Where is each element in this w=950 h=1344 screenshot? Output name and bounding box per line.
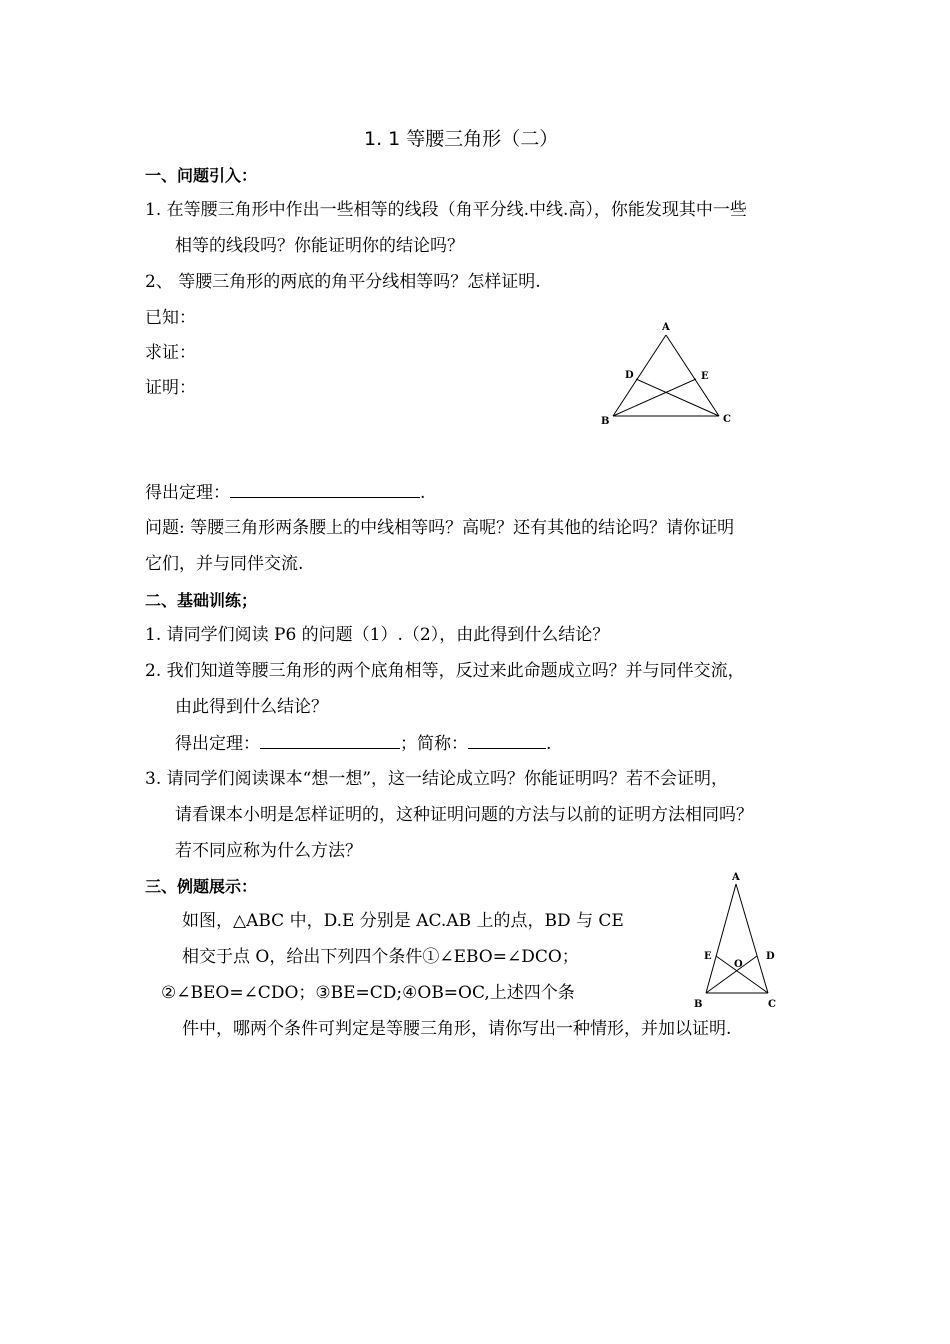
figure2-label-d: D xyxy=(766,951,775,962)
figure2-label-o: O xyxy=(734,959,743,970)
sec2-item3-line2: 请看课本小明是怎样证明的，这种证明问题的方法与以前的证明方法相同吗？ xyxy=(175,805,753,825)
figure2-label-a: A xyxy=(732,872,740,883)
theorem-end: . xyxy=(420,483,426,503)
sec2-theorem-blank[interactable] xyxy=(260,732,400,749)
figure2-label-c: C xyxy=(768,999,776,1010)
figure1-label-e: E xyxy=(701,371,709,382)
theorem-blank[interactable] xyxy=(230,481,420,498)
sec2-item2-line1: 2. 我们知道等腰三角形的两个底角相等，反过来此命题成立吗？并与同伴交流， xyxy=(145,661,745,681)
figure1-label-b: B xyxy=(601,416,610,427)
section2-heading: 二、基础训练； xyxy=(145,591,258,610)
sec2-item3-line1: 3. 请同学们阅读课本“想一想”，这一结论成立吗？你能证明吗？若不会证明， xyxy=(145,769,729,789)
triangle-figure-1 xyxy=(595,318,745,430)
sec2-short-label: ；简称： xyxy=(400,734,468,754)
sec2-short-end: . xyxy=(546,734,552,754)
triangle-figure-2 xyxy=(690,868,790,1013)
figure1-label-d: D xyxy=(625,370,634,381)
q1-line2: 相等的线段吗？你能证明你的结论吗？ xyxy=(175,236,464,256)
figure1-label-c: C xyxy=(723,414,731,425)
figure2-label-e: E xyxy=(704,951,712,962)
prove-label: 求证： xyxy=(145,343,196,363)
sec2-theorem-label: 得出定理： xyxy=(175,734,260,754)
sec3-line3: ②∠BEO=∠CDO；③BE=CD;④OB=OC,上述四个条 xyxy=(161,983,575,1003)
sec2-item3-line3: 若不同应称为什么方法？ xyxy=(175,841,362,861)
page-title: 1. 1 等腰三角形（二） xyxy=(364,128,559,150)
sec2-item2-line2: 由此得到什么结论？ xyxy=(175,697,328,717)
section3-heading: 三、例题展示： xyxy=(145,877,258,896)
question-line1: 问题: 等腰三角形两条腰上的中线相等吗？高呢？还有其他的结论吗？请你证明 xyxy=(145,518,735,538)
section1-heading: 一、问题引入： xyxy=(145,166,258,185)
sec3-line1: 如图，△ABC 中，D.E 分别是 AC.AB 上的点，BD 与 CE xyxy=(182,911,624,931)
figure1-label-a: A xyxy=(662,322,670,333)
sec2-short-blank[interactable] xyxy=(468,732,546,749)
sec3-line2: 相交于点 O，给出下列四个条件①∠EBO=∠DCO； xyxy=(182,947,579,967)
theorem-label: 得出定理： xyxy=(145,483,230,503)
sec2-item1: 1. 请同学们阅读 P6 的问题（1）.（2），由此得到什么结论？ xyxy=(145,625,610,645)
question-line2: 它们，并与同伴交流. xyxy=(145,554,304,574)
q1-line1: 1. 在等腰三角形中作出一些相等的线段（角平分线.中线.高），你能发现其中一些 xyxy=(145,200,747,220)
q2-text: 2、 等腰三角形的两底的角平分线相等吗？怎样证明. xyxy=(145,272,541,292)
known-label: 已知： xyxy=(145,308,196,328)
theorem-line xyxy=(145,481,425,504)
figure2-label-b: B xyxy=(694,999,703,1010)
sec3-line4: 件中，哪两个条件可判定是等腰三角形，请你写出一种情形，并加以证明. xyxy=(182,1019,732,1039)
sec2-theorem-line xyxy=(175,732,551,755)
proof-label: 证明： xyxy=(145,378,196,398)
